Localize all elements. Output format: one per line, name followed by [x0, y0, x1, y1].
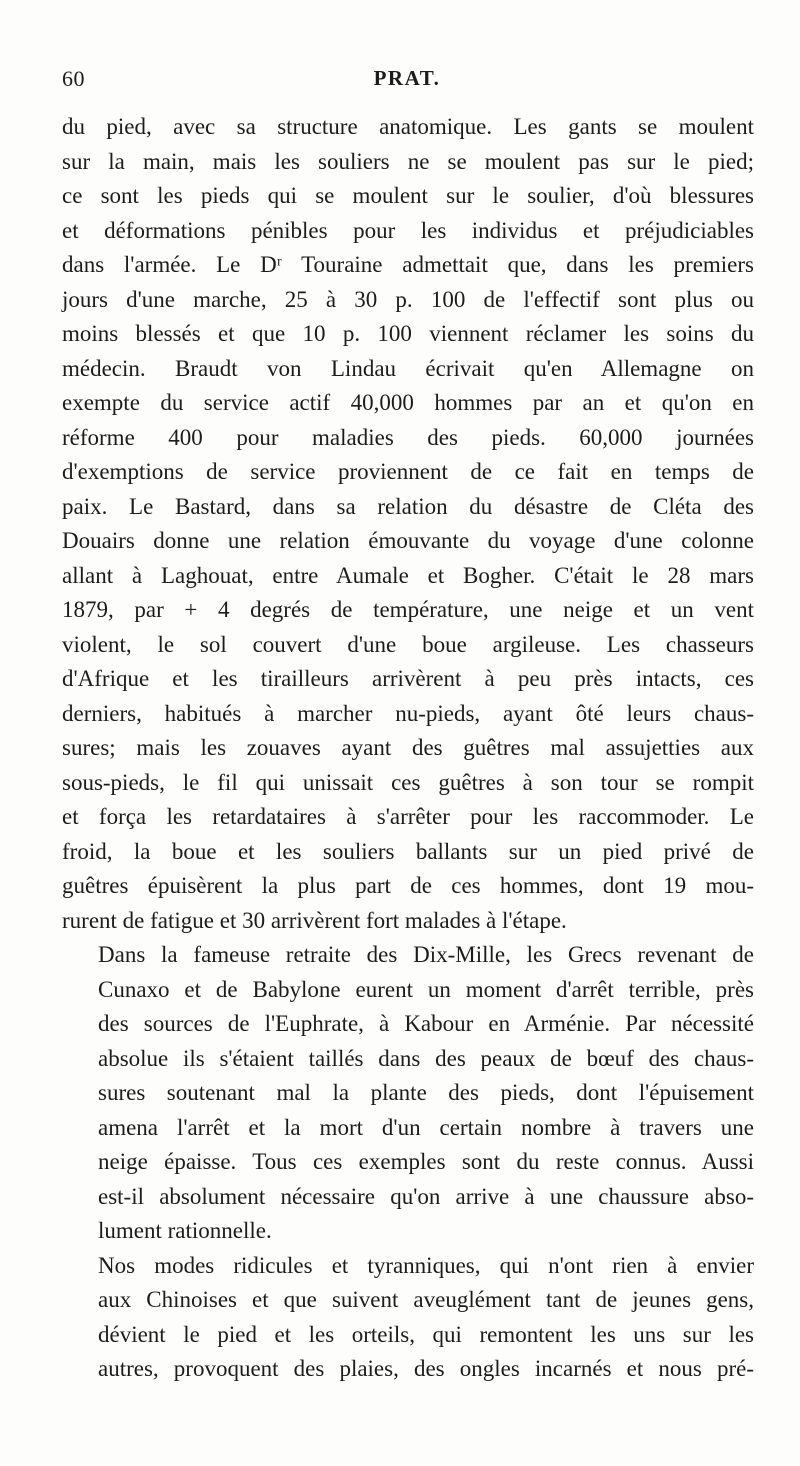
- text-line: sur la main, mais les souliers ne se moulent pas sur le pied;: [62, 148, 754, 174]
- paragraph: [62, 938, 754, 1249]
- text-line: sures; mais les zouaves ayant des guêtres mal assujetties aux: [62, 735, 754, 760]
- running-head: [62, 66, 752, 96]
- text-line: rurent de fatigue et 30 arrivèrent fort malades à l'étape.: [62, 907, 567, 933]
- text-line: dévient le pied et les orteils, qui remontent les uns sur les: [98, 1321, 754, 1347]
- text-line: amena l'arrêt et la mort d'un certain nombre à travers une: [98, 1114, 754, 1140]
- text-line: absolue ils s'étaient taillés dans des peaux de bœuf des chaus-: [98, 1045, 754, 1071]
- text-line: 1879, par + 4 degrés de température, une neige et un vent: [62, 597, 754, 622]
- text-line: paix. Le Bastard, dans sa relation du désastre de Cléta des: [62, 493, 754, 519]
- paragraph: [62, 1249, 754, 1387]
- text-line: neige épaisse. Tous ces exemples sont du reste connus. Aussi: [98, 1149, 754, 1174]
- text-line: sous-pieds, le fil qui unissait ces guêtres à son tour se rompit: [62, 769, 754, 795]
- text-line: dans l'armée. Le Dʳ Touraine admettait que, dans les premiers: [62, 252, 754, 277]
- text-line: derniers, habitués à marcher nu-pieds, ayant ôté leurs chaus-: [62, 700, 754, 726]
- text-line: violent, le sol couvert d'une boue argileuse. Les chasseurs: [62, 631, 754, 657]
- text-line: et déformations pénibles pour les individus et préjudiciables: [62, 217, 754, 243]
- text-line: froid, la boue et les souliers ballants sur un pied privé de: [62, 838, 754, 864]
- body-text: [62, 110, 754, 1387]
- text-line: médecin. Braudt von Lindau écrivait qu'en Allemagne on: [62, 355, 754, 381]
- text-line: des sources de l'Euphrate, à Kabour en Arménie. Par nécessité: [98, 1011, 754, 1036]
- text-line: du pied, avec sa structure anatomique. Les gants se moulent: [62, 114, 754, 139]
- text-line: réforme 400 pour maladies des pieds. 60,000 journées: [62, 424, 754, 450]
- text-line: allant à Laghouat, entre Aumale et Bogher. C'était le 28 mars: [62, 562, 754, 588]
- text-line: aux Chinoises et que suivent aveuglément tant de jeunes gens,: [98, 1287, 754, 1312]
- text-line: Cunaxo et de Babylone eurent un moment d'arrêt terrible, près: [98, 976, 754, 1002]
- text-line: exempte du service actif 40,000 hommes par an et qu'on en: [62, 390, 754, 415]
- text-line: ce sont les pieds qui se moulent sur le soulier, d'où blessures: [62, 183, 754, 208]
- text-line: moins blessés et que 10 p. 100 viennent réclamer les soins du: [62, 321, 754, 346]
- text-line: Dans la fameuse retraite des Dix-Mille, les Grecs revenant de: [98, 942, 754, 967]
- text-line: d'exemptions de service proviennent de ce fait en temps de: [62, 459, 754, 484]
- text-line: et força les retardataires à s'arrêter pour les raccommoder. Le: [62, 804, 754, 829]
- text-line: guêtres épuisèrent la plus part de ces hommes, dont 19 mou-: [62, 873, 754, 898]
- text-line: Douairs donne une relation émouvante du voyage d'une colonne: [62, 528, 754, 553]
- text-line: jours d'une marche, 25 à 30 p. 100 de l'effectif sont plus ou: [62, 286, 754, 312]
- page-number: 60: [62, 66, 85, 91]
- text-line: est-il absolument nécessaire qu'on arrive à une chaussure abso-: [98, 1183, 754, 1209]
- text-line: autres, provoquent des plaies, des ongles incarnés et nous pré-: [98, 1356, 754, 1381]
- text-line: sures soutenant mal la plante des pieds, dont l'épuisement: [98, 1080, 754, 1105]
- text-line: lument rationnelle.: [98, 1218, 272, 1243]
- paragraph: [62, 110, 754, 938]
- running-title: PRAT.: [373, 66, 441, 90]
- text-line: Nos modes ridicules et tyranniques, qui n'ont rien à envier: [98, 1252, 754, 1278]
- text-line: d'Afrique et les tirailleurs arrivèrent à peu près intacts, ces: [62, 666, 754, 691]
